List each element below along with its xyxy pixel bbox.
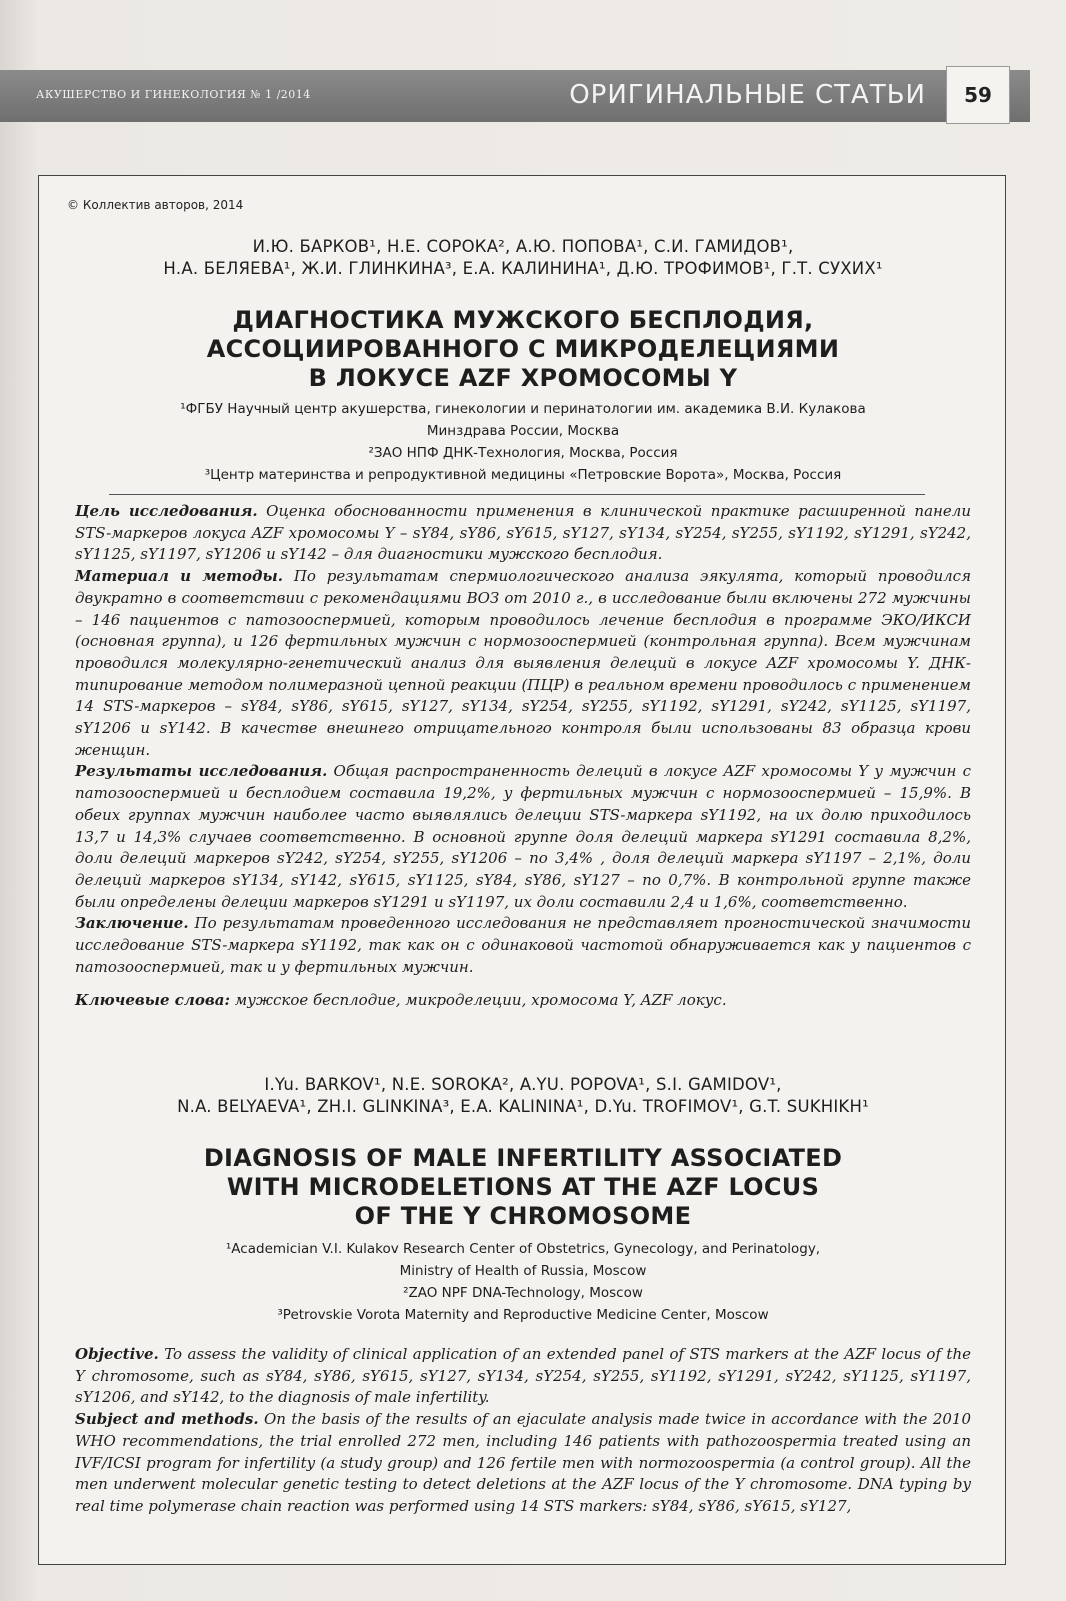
copyright: © Коллектив авторов, 2014 [67, 198, 244, 212]
affiliation-line: ¹Academician V.I. Kulakov Research Center of Obstetrics, Gynecology, and Perinatology, [225, 1241, 821, 1257]
authors-en-line: N.A. BELYAEVA¹, ZH.I. GLINKINA³, E.A. KALININA¹, D.Yu. TROFIMOV¹, G.T. SUKHIKH¹ [177, 1097, 869, 1116]
title-en-line: OF THE Y CHROMOSOME [354, 1202, 692, 1230]
results-label: Результаты исследования. [75, 762, 328, 781]
results-text: Общая распространенность делеций в локусе AZF хромосомы Y у мужчин с патозооспермией и бесплодием составила 19,2%, у фертильных мужчин с нормозооспермией – 15,9%. В обеих группах мужчин наиболее часто выявлялись делеции STS-маркера sY1192, на их долю приходилось 13,7 и 14,3% случаев соответственно. В основной группе доля делеций маркера sY1291 составила 8,2%, доли делеций маркеров sY242, sY254, sY255, sY1206 – по 3,4% , доля делеций маркера sY1197 – 2,1%, доли делеций маркеров sY134, sY142, sY615, sY1125, sY84, sY86, sY127 – по 0,7%. В контрольной группе также были определены делеции маркеров sY1291 и sY1197, их доли составили 2,4 и 1,6%, соответственно. [75, 762, 971, 911]
authors-en [39, 1074, 1006, 1118]
keywords-text: мужское бесплодие, микроделеции, хромосома Y, AZF локус. [230, 991, 727, 1010]
objective-label: Objective. [75, 1345, 159, 1363]
article-title-en [39, 1144, 1006, 1231]
title-ru-line: АССОЦИИРОВАННОГО С МИКРОДЕЛЕЦИЯМИ [206, 335, 840, 363]
affiliation-line: ¹ФГБУ Научный центр акушерства, гинекологии и перинатологии им. академика В.И. Кулакова [180, 401, 866, 417]
authors-ru [39, 236, 1006, 280]
abstract-en [75, 1344, 971, 1518]
affiliation-line: Минздрава России, Москва [426, 423, 620, 439]
affiliation-line: ³Petrovskie Vorota Maternity and Reproductive Medicine Center, Moscow [277, 1307, 769, 1323]
methods-label: Материал и методы. [75, 567, 283, 586]
objective-label: Цель исследования. [75, 502, 258, 520]
affiliation-line: ²ZAO NPF DNA-Technology, Moscow [403, 1285, 643, 1301]
page-number: 59 [946, 66, 1010, 124]
conclusion-text: По результатам проведенного исследования не представляет прогностической значимости исследование STS-маркера sY1192, так как он с одинаковой частотой обнаруживается как у пациентов с патозооспермией, так и у фертильных мужчин. [75, 914, 971, 976]
conclusion-label: Заключение. [75, 914, 189, 933]
abstract-ru [75, 501, 971, 1012]
keywords-label: Ключевые слова: [75, 991, 231, 1010]
title-ru-line: В ЛОКУСЕ AZF ХРОМОСОМЫ Y [308, 364, 738, 392]
title-ru-line: ДИАГНОСТИКА МУЖСКОГО БЕСПЛОДИЯ, [232, 306, 814, 334]
affiliation-line: ³Центр материнства и репродуктивной медицины «Петровские Ворота», Москва, Россия [204, 467, 842, 483]
abstract-results [75, 761, 971, 913]
article-frame [38, 175, 1006, 1565]
authors-ru-line: Н.А. БЕЛЯЕВА¹, Ж.И. ГЛИНКИНА³, Е.А. КАЛИНИНА¹, Д.Ю. ТРОФИМОВ¹, Г.Т. СУХИХ¹ [163, 259, 883, 278]
methods-text: On the basis of the results of an ejaculate analysis made twice in accordance with the 2010 WHO recommendations, the trial enrolled 272 men, including 146 patients with pathozoospermia treated using an IVF/ICSI program for infertility (a study group) and 126 fertile men with normozoospermia (a control group). All the men underwent molecular genetic testing to detect deletions at the AZF locus of the Y chromosome. DNA typing by real time polymerase chain reaction was performed using 14 STS markers: sY84, sY86, sY615, sY127, [75, 1410, 971, 1515]
methods-label: Subject and methods. [75, 1410, 259, 1429]
title-en-line: DIAGNOSIS OF MALE INFERTILITY ASSOCIATED [203, 1144, 843, 1172]
authors-ru-line: И.Ю. БАРКОВ¹, Н.Е. СОРОКА², А.Ю. ПОПОВА¹, С.И. ГАМИДОВ¹, [252, 237, 794, 256]
affiliations-ru [39, 398, 1006, 486]
divider-rule [109, 494, 925, 495]
objective-text: Оценка обоснованности применения в клинической практике расширенной панели STS-маркеров локуса AZF хромосомы Y – sY84, sY86, sY615, sY127, sY134, sY254, sY255, sY1192, sY1291, sY242, sY1125, sY1197, sY1206 и sY142 – для диагностики мужского бесплодия. [75, 502, 971, 564]
abstract-methods [75, 1409, 971, 1518]
journal-name: АКУШЕРСТВО И ГИНЕКОЛОГИЯ № 1 /2014 [36, 88, 311, 101]
affiliation-line: ²ЗАО НПФ ДНК-Технология, Москва, Россия [368, 445, 678, 461]
article-title-ru [39, 306, 1006, 393]
title-en-line: WITH MICRODELETIONS AT THE AZF LOCUS [226, 1173, 820, 1201]
section-name: ОРИГИНАЛЬНЫЕ СТАТЬИ [569, 80, 926, 110]
affiliations-en [39, 1238, 1006, 1326]
authors-en-line: I.Yu. BARKOV¹, N.E. SOROKA², A.YU. POPOVA¹, S.I. GAMIDOV¹, [264, 1075, 782, 1094]
objective-text: To assess the validity of clinical application of an extended panel of STS markers at the AZF locus of the Y chromosome, such as sY84, sY86, sY615, sY127, sY134, sY254, sY255, sY1192, sY1291, sY242, sY1125, sY1197, sY1206, and sY142, to the diagnosis of male infertility. [75, 1345, 971, 1407]
methods-text: По результатам спермиологического анализа эякулята, который проводился двукратно в соответствии с рекомендациями ВОЗ от 2010 г., в исследование были включены 272 мужчины – 146 пациентов с патозооспермией, которым проводилось лечение бесплодия в программе ЭКО/ИКСИ (основная группа), и 126 фертильных мужчин с нормозооспермией (контрольная группа). Всем мужчинам проводился молекулярно-генетический анализ для выявления делеций в локусе AZF хромосомы Y. ДНК-типирование методом полимеразной цепной реакции (ПЦР) в реальном времени проводилось с применением 14 STS-маркеров – sY84, sY86, sY615, sY127, sY134, sY254, sY255, sY1192, sY1291, sY242, sY1125, sY1197, sY1206 и sY142. В качестве внешнего отрицательного контроля были использованы 83 образца крови женщин. [75, 567, 971, 759]
abstract-objective [75, 1344, 971, 1409]
abstract-keywords [75, 990, 971, 1012]
abstract-objective [75, 501, 971, 566]
abstract-conclusion [75, 913, 971, 978]
affiliation-line: Ministry of Health of Russia, Moscow [399, 1263, 647, 1279]
abstract-methods [75, 566, 971, 761]
